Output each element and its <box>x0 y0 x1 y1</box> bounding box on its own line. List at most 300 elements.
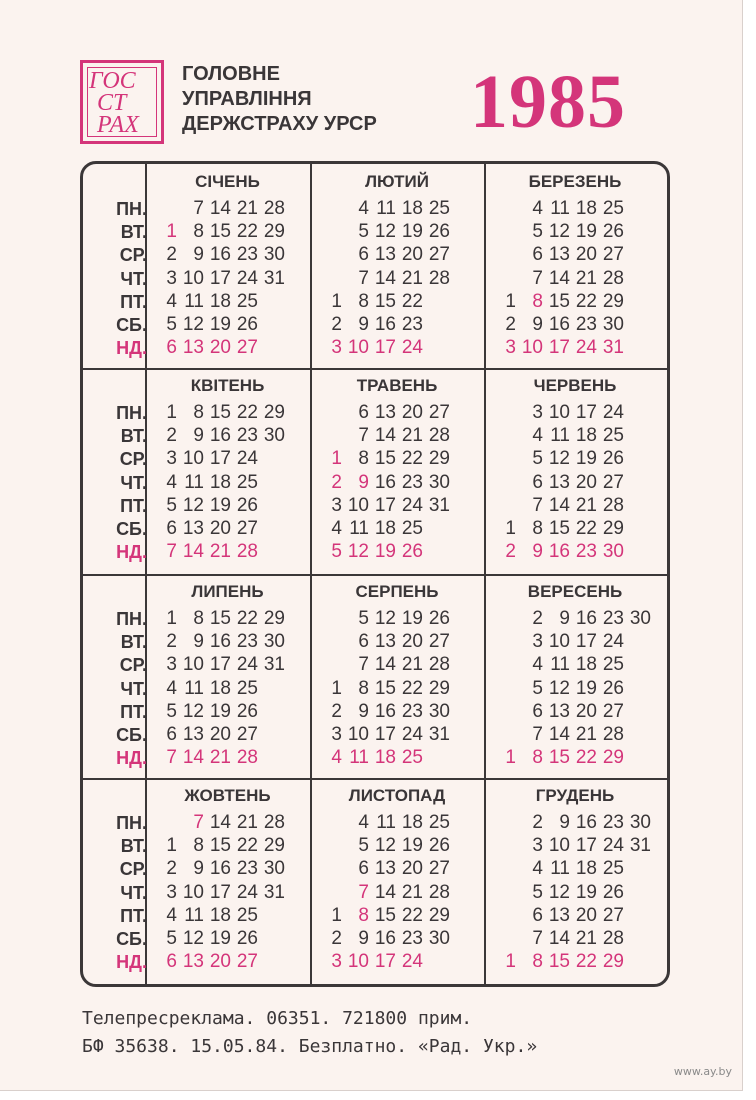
day-number: 4 <box>166 904 177 926</box>
day-number: 19 <box>575 677 597 699</box>
day-number: 19 <box>575 881 597 903</box>
day-number: 24 <box>602 631 624 653</box>
day-number: 13 <box>374 402 396 423</box>
day-number: 6 <box>532 471 543 493</box>
day-number: 21 <box>209 747 231 769</box>
day-number: 17 <box>209 881 231 903</box>
day-number: 22 <box>401 448 423 470</box>
day-number: 27 <box>428 631 450 653</box>
day-number: 28 <box>236 541 258 563</box>
day-number: 16 <box>209 425 231 447</box>
day-number: 12 <box>374 608 396 629</box>
day-number: 11 <box>550 654 570 676</box>
day-number: 2 <box>532 608 543 629</box>
day-number: 4 <box>532 858 543 880</box>
day-number: 5 <box>358 835 369 857</box>
day-number: 25 <box>401 518 423 539</box>
day-number: 25 <box>401 747 423 769</box>
day-number: 10 <box>347 724 369 745</box>
day-number: 27 <box>602 904 624 926</box>
org-line-1: ГОЛОВНЕ <box>182 63 280 85</box>
day-number: 11 <box>550 198 570 219</box>
day-number: 12 <box>374 835 396 857</box>
day-number: 24 <box>236 654 258 676</box>
weekday-label: НД. <box>116 748 147 769</box>
day-number: 29 <box>428 448 450 470</box>
day-number: 6 <box>532 904 543 926</box>
day-number: 30 <box>263 858 285 880</box>
day-number: 18 <box>575 858 597 880</box>
day-number: 26 <box>236 494 258 516</box>
day-number: 28 <box>428 425 450 447</box>
day-number: 7 <box>166 747 177 769</box>
day-number: 18 <box>209 904 231 926</box>
day-number: 31 <box>428 724 450 745</box>
day-number: 14 <box>209 198 231 219</box>
day-number: 14 <box>182 747 204 769</box>
day-number: 7 <box>532 928 543 949</box>
day-number: 17 <box>374 951 396 973</box>
day-number: 8 <box>532 951 543 973</box>
day-number: 20 <box>401 858 423 880</box>
day-number: 10 <box>347 337 369 359</box>
day-number: 1 <box>505 747 516 769</box>
day-number: 3 <box>331 337 342 359</box>
day-number: 24 <box>236 448 258 470</box>
day-number: 14 <box>548 724 570 745</box>
day-number: 20 <box>209 337 231 359</box>
day-number: 11 <box>349 747 369 769</box>
day-number: 29 <box>602 290 624 312</box>
day-number: 3 <box>532 835 543 857</box>
day-number: 12 <box>182 494 204 516</box>
day-number: 7 <box>532 267 543 289</box>
weekday-label: НД. <box>116 542 147 563</box>
day-number: 8 <box>193 221 204 243</box>
day-number: 21 <box>401 881 423 903</box>
day-number: 24 <box>401 724 423 745</box>
day-number: 27 <box>428 402 450 423</box>
weekday-label: ПН. <box>116 403 147 423</box>
day-number: 13 <box>548 904 570 926</box>
day-number: 19 <box>209 700 231 722</box>
day-number: 19 <box>401 608 423 629</box>
day-number: 15 <box>548 290 570 312</box>
weekday-label: ВТ. <box>120 632 147 653</box>
weekday-label: ПТ. <box>120 701 147 722</box>
month-name: ЛИСТОПАД <box>348 786 446 805</box>
day-number: 7 <box>358 425 369 447</box>
day-number: 26 <box>602 448 624 470</box>
day-number: 31 <box>629 835 651 857</box>
day-number: 19 <box>209 928 231 949</box>
day-number: 11 <box>184 290 204 312</box>
day-number: 7 <box>358 881 369 903</box>
day-number: 28 <box>263 198 285 219</box>
day-number: 31 <box>263 654 285 676</box>
day-number: 16 <box>209 244 231 266</box>
day-number: 31 <box>428 494 450 516</box>
day-number: 20 <box>401 631 423 653</box>
day-number: 26 <box>602 881 624 903</box>
day-number: 3 <box>166 267 177 289</box>
day-number: 8 <box>532 518 543 539</box>
day-number: 16 <box>374 314 396 335</box>
day-number: 9 <box>193 631 204 653</box>
day-number: 23 <box>236 425 258 447</box>
day-number: 30 <box>428 700 450 722</box>
day-number: 17 <box>209 654 231 676</box>
day-number: 4 <box>532 654 543 676</box>
grid-divider-horizontal <box>83 574 667 576</box>
day-number: 5 <box>166 314 177 335</box>
day-number: 27 <box>236 518 258 539</box>
day-number: 30 <box>428 471 450 493</box>
day-number: 15 <box>374 290 396 312</box>
day-number: 30 <box>629 608 651 629</box>
day-number: 19 <box>401 221 423 243</box>
day-number: 15 <box>209 608 231 629</box>
grid-divider-horizontal <box>83 368 667 370</box>
day-number: 23 <box>575 541 597 563</box>
day-number: 15 <box>209 221 231 243</box>
day-number: 22 <box>236 402 258 423</box>
day-number: 15 <box>548 951 570 973</box>
day-number: 10 <box>548 402 570 423</box>
day-number: 7 <box>532 724 543 745</box>
day-number: 5 <box>166 928 177 949</box>
day-number: 24 <box>575 337 597 359</box>
day-number: 10 <box>548 835 570 857</box>
weekday-label: ПТ. <box>120 291 147 312</box>
day-number: 16 <box>374 471 396 493</box>
day-number: 30 <box>263 244 285 266</box>
day-number: 9 <box>358 314 369 335</box>
logo-line-1: ГОС <box>89 68 136 94</box>
day-number: 5 <box>532 677 543 699</box>
day-number: 10 <box>347 494 369 516</box>
day-number: 25 <box>236 290 258 312</box>
day-number: 20 <box>401 244 423 266</box>
day-number: 11 <box>184 904 204 926</box>
day-number: 22 <box>401 290 423 312</box>
day-number: 9 <box>559 608 570 629</box>
day-number: 16 <box>575 608 597 629</box>
day-number: 1 <box>166 835 177 857</box>
day-number: 22 <box>575 290 597 312</box>
day-number: 30 <box>602 314 624 335</box>
day-number: 20 <box>575 904 597 926</box>
day-number: 14 <box>548 928 570 949</box>
day-number: 16 <box>575 812 597 833</box>
footer-line-1: Телепресреклама. 06351. 721800 прим. <box>82 1008 473 1029</box>
day-number: 26 <box>236 928 258 949</box>
day-number: 16 <box>374 928 396 949</box>
day-number: 25 <box>602 198 624 219</box>
day-number: 19 <box>374 541 396 563</box>
day-number: 23 <box>401 928 423 949</box>
day-number: 14 <box>374 425 396 447</box>
day-number: 16 <box>209 858 231 880</box>
day-number: 13 <box>548 471 570 493</box>
day-number: 11 <box>349 518 369 539</box>
day-number: 19 <box>209 314 231 335</box>
day-number: 13 <box>182 724 204 745</box>
grid-divider-horizontal <box>83 778 667 780</box>
weekday-label: ПТ. <box>120 905 147 926</box>
day-number: 18 <box>209 677 231 699</box>
day-number: 27 <box>236 724 258 745</box>
year-title: 1985 <box>470 60 626 144</box>
day-number: 19 <box>575 448 597 470</box>
weekday-label: СР. <box>119 449 147 470</box>
day-number: 10 <box>521 337 543 359</box>
day-number: 9 <box>193 858 204 880</box>
day-number: 8 <box>532 747 543 769</box>
day-number: 25 <box>428 812 450 833</box>
weekday-label: ВТ. <box>120 836 147 857</box>
day-number: 6 <box>166 518 177 539</box>
day-number: 22 <box>401 677 423 699</box>
day-number: 7 <box>193 812 204 833</box>
month-name: ВЕРЕСЕНЬ <box>527 582 623 601</box>
day-number: 14 <box>209 812 231 833</box>
month-name: СІЧЕНЬ <box>195 172 260 191</box>
day-number: 17 <box>209 267 231 289</box>
day-number: 5 <box>532 448 543 470</box>
month-name: БЕРЕЗЕНЬ <box>528 172 622 191</box>
day-number: 4 <box>331 747 342 769</box>
day-number: 7 <box>358 267 369 289</box>
day-number: 9 <box>193 425 204 447</box>
day-number: 10 <box>182 654 204 676</box>
org-line-2: УПРАВЛІННЯ <box>182 88 312 110</box>
day-number: 20 <box>401 402 423 423</box>
day-number: 23 <box>236 244 258 266</box>
day-number: 4 <box>166 471 177 493</box>
weekday-label: СР. <box>119 859 147 880</box>
day-number: 25 <box>428 198 450 219</box>
day-number: 24 <box>401 951 423 973</box>
day-number: 6 <box>358 631 369 653</box>
day-number: 27 <box>602 700 624 722</box>
day-number: 20 <box>575 700 597 722</box>
day-number: 6 <box>532 700 543 722</box>
day-number: 23 <box>602 608 624 629</box>
day-number: 3 <box>166 448 177 470</box>
day-number: 3 <box>331 951 342 973</box>
day-number: 20 <box>209 518 231 539</box>
weekday-label: СР. <box>119 245 147 266</box>
day-number: 12 <box>548 221 570 243</box>
day-number: 12 <box>182 314 204 335</box>
weekday-label: НД. <box>116 952 147 973</box>
day-number: 27 <box>602 471 624 493</box>
day-number: 5 <box>331 541 342 563</box>
day-number: 11 <box>184 471 204 493</box>
day-number: 2 <box>331 700 342 722</box>
day-number: 8 <box>193 608 204 629</box>
gosstrakh-logo <box>80 60 164 144</box>
day-number: 30 <box>428 928 450 949</box>
day-number: 22 <box>236 221 258 243</box>
day-number: 23 <box>575 314 597 335</box>
day-number: 12 <box>182 700 204 722</box>
day-number: 13 <box>182 951 204 973</box>
day-number: 29 <box>428 677 450 699</box>
day-number: 18 <box>374 747 396 769</box>
day-number: 26 <box>428 608 450 629</box>
day-number: 17 <box>575 835 597 857</box>
day-number: 19 <box>401 835 423 857</box>
day-number: 5 <box>532 221 543 243</box>
day-number: 26 <box>602 221 624 243</box>
day-number: 27 <box>428 858 450 880</box>
day-number: 1 <box>331 904 342 926</box>
logo-line-2: СТ <box>97 90 127 116</box>
day-number: 24 <box>602 835 624 857</box>
day-number: 19 <box>575 221 597 243</box>
day-number: 24 <box>602 402 624 423</box>
day-number: 28 <box>602 267 624 289</box>
weekday-label: ЧТ. <box>120 472 147 493</box>
day-number: 1 <box>166 608 177 629</box>
day-number: 1 <box>331 448 342 470</box>
day-number: 13 <box>548 700 570 722</box>
day-number: 29 <box>602 518 624 539</box>
day-number: 1 <box>331 677 342 699</box>
day-number: 3 <box>532 402 543 423</box>
day-number: 14 <box>548 267 570 289</box>
day-number: 11 <box>376 812 396 833</box>
day-number: 18 <box>575 198 597 219</box>
day-number: 24 <box>401 337 423 359</box>
day-number: 5 <box>358 608 369 629</box>
day-number: 9 <box>559 812 570 833</box>
day-number: 8 <box>193 402 204 423</box>
day-number: 28 <box>602 494 624 516</box>
day-number: 6 <box>358 244 369 266</box>
day-number: 2 <box>505 314 516 335</box>
day-number: 4 <box>166 677 177 699</box>
day-number: 26 <box>236 314 258 335</box>
day-number: 23 <box>401 700 423 722</box>
day-number: 15 <box>548 747 570 769</box>
day-number: 26 <box>602 677 624 699</box>
day-number: 22 <box>575 951 597 973</box>
day-number: 31 <box>263 267 285 289</box>
day-number: 14 <box>374 267 396 289</box>
day-number: 25 <box>602 425 624 447</box>
day-number: 15 <box>548 518 570 539</box>
day-number: 2 <box>166 631 177 653</box>
day-number: 17 <box>575 402 597 423</box>
day-number: 12 <box>548 881 570 903</box>
day-number: 25 <box>602 654 624 676</box>
day-number: 11 <box>550 858 570 880</box>
day-number: 22 <box>236 835 258 857</box>
day-number: 3 <box>532 631 543 653</box>
day-number: 7 <box>166 541 177 563</box>
footer-line-2: БФ 35638. 15.05.84. Безплатно. «Рад. Укр.» <box>82 1036 538 1057</box>
day-number: 4 <box>532 425 543 447</box>
day-number: 14 <box>374 881 396 903</box>
day-number: 9 <box>358 700 369 722</box>
day-number: 8 <box>358 448 369 470</box>
day-number: 17 <box>374 494 396 516</box>
day-number: 21 <box>401 267 423 289</box>
day-number: 13 <box>374 858 396 880</box>
day-number: 6 <box>358 858 369 880</box>
day-number: 4 <box>166 290 177 312</box>
day-number: 2 <box>505 541 516 563</box>
month-name: ГРУДЕНЬ <box>535 786 615 805</box>
day-number: 13 <box>182 337 204 359</box>
day-number: 28 <box>236 747 258 769</box>
logo-line-3: РАХ <box>97 112 139 138</box>
day-number: 29 <box>428 904 450 926</box>
day-number: 13 <box>374 244 396 266</box>
day-number: 28 <box>602 928 624 949</box>
weekday-label: СБ. <box>116 929 147 949</box>
day-number: 4 <box>358 198 369 219</box>
day-number: 7 <box>532 494 543 516</box>
day-number: 2 <box>166 858 177 880</box>
day-number: 9 <box>358 471 369 493</box>
day-number: 25 <box>236 904 258 926</box>
day-number: 18 <box>575 425 597 447</box>
day-number: 3 <box>331 724 342 745</box>
day-number: 17 <box>575 631 597 653</box>
day-number: 20 <box>209 951 231 973</box>
day-number: 23 <box>602 812 624 833</box>
day-number: 10 <box>182 267 204 289</box>
weekday-label: СБ. <box>116 725 147 745</box>
day-number: 29 <box>263 221 285 243</box>
day-number: 8 <box>532 290 543 312</box>
day-number: 24 <box>401 494 423 516</box>
day-number: 8 <box>358 904 369 926</box>
day-number: 15 <box>374 904 396 926</box>
day-number: 7 <box>193 198 204 219</box>
day-number: 13 <box>374 631 396 653</box>
day-number: 25 <box>236 471 258 493</box>
day-number: 14 <box>548 494 570 516</box>
weekday-label: ПН. <box>116 813 147 833</box>
day-number: 4 <box>358 812 369 833</box>
day-number: 26 <box>428 835 450 857</box>
day-number: 21 <box>236 812 258 833</box>
day-number: 23 <box>236 631 258 653</box>
day-number: 1 <box>505 951 516 973</box>
day-number: 15 <box>374 448 396 470</box>
day-number: 16 <box>548 541 570 563</box>
day-number: 1 <box>505 518 516 539</box>
day-number: 24 <box>236 881 258 903</box>
day-number: 12 <box>347 541 369 563</box>
day-number: 17 <box>209 448 231 470</box>
org-line-3: ДЕРЖСТРАХУ УРСР <box>182 113 377 135</box>
day-number: 30 <box>263 425 285 447</box>
day-number: 9 <box>532 314 543 335</box>
day-number: 29 <box>602 747 624 769</box>
weekday-label: СБ. <box>116 315 147 335</box>
day-number: 18 <box>374 518 396 539</box>
day-number: 25 <box>602 858 624 880</box>
day-number: 8 <box>358 290 369 312</box>
weekday-label: ВТ. <box>120 222 147 243</box>
day-number: 20 <box>209 724 231 745</box>
